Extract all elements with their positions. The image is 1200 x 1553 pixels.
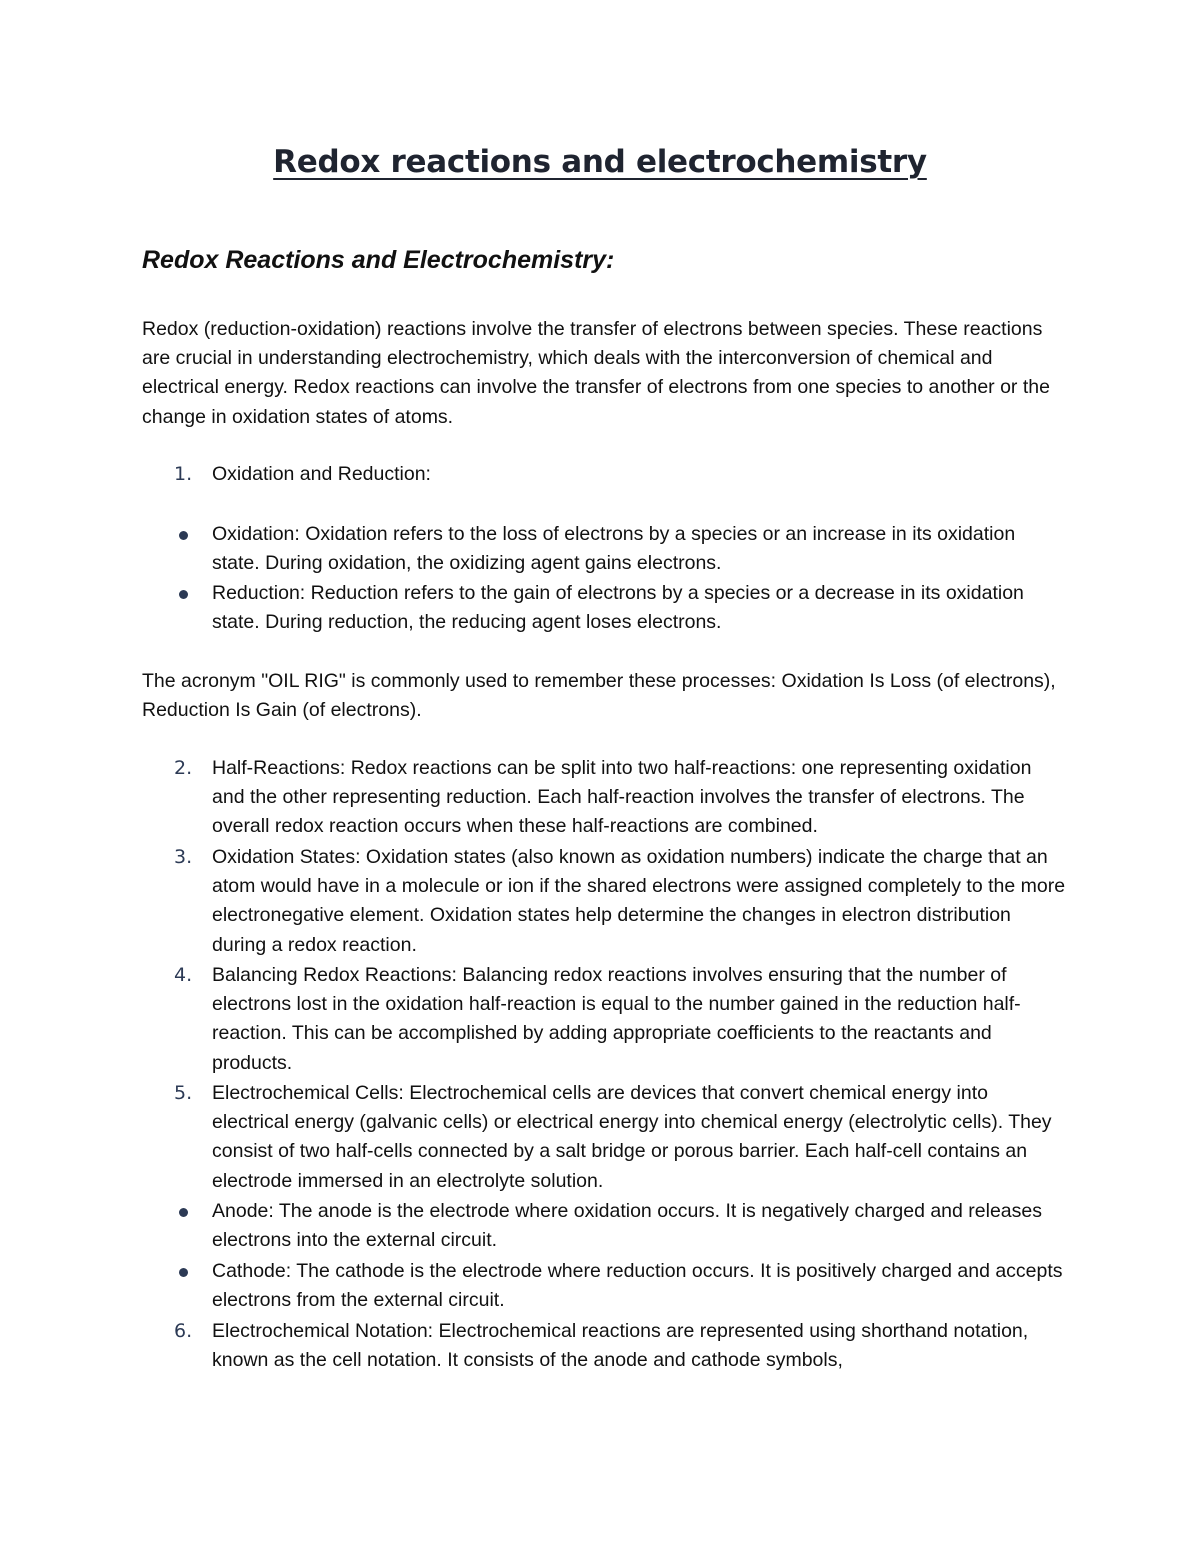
bullet-icon: [179, 531, 188, 540]
list-item-text: Balancing Redox Reactions: Balancing redox reactions involves ensuring that the number of electrons lost in the oxidation half-reaction is equal to the number gained in the reduction half-reaction. This can be accomplished by adding appropriate coefficients to the reactants and products.: [212, 964, 1021, 1074]
list-number: 6.: [174, 1320, 193, 1342]
bullet-oxidation: [212, 520, 1067, 578]
bullet-cathode: [212, 1257, 1067, 1315]
list-number: 3.: [174, 846, 193, 868]
list-item-6: [174, 1317, 1067, 1375]
list-item-text: Electrochemical Cells: Electrochemical cells are devices that convert chemical energy into electrical energy (galvanic cells) or electrical energy into chemical energy (electrolytic cells). They consist of two half-cells connected by a salt bridge or porous barrier. Each half-cell contains an electrode immersed in an electrolyte solution.: [212, 1082, 1052, 1192]
bullet-text: Reduction: Reduction refers to the gain of electrons by a species or a decrease in its oxidation state. During reduction, the reducing agent loses electrons.: [212, 582, 1024, 634]
section-heading: Redox Reactions and Electrochemistry:: [142, 246, 615, 274]
list-item-5: [174, 1079, 1067, 1196]
list-number: 2.: [174, 757, 193, 779]
bullet-icon: [179, 1268, 188, 1277]
bullet-text: Cathode: The cathode is the electrode where reduction occurs. It is positively charged and accepts electrons from the external circuit.: [212, 1260, 1063, 1312]
bullet-anode: [212, 1197, 1067, 1255]
bullet-text: Anode: The anode is the electrode where oxidation occurs. It is negatively charged and releases electrons into the external circuit.: [212, 1200, 1042, 1252]
list-item-text: Oxidation States: Oxidation states (also known as oxidation numbers) indicate the charge that an atom would have in a molecule or ion if the shared electrons were assigned completely to the more electronegative element. Oxidation states help determine the changes in electron distribution during a redox reaction.: [212, 846, 1066, 956]
list-item-1: [174, 460, 1067, 489]
list-item-4: [174, 961, 1067, 1078]
list-item-2: [174, 754, 1067, 842]
bullet-icon: [179, 590, 188, 599]
bullet-icon: [179, 1208, 188, 1217]
list-number: 5.: [174, 1082, 193, 1104]
list-item-text: Electrochemical Notation: Electrochemical reactions are represented using shorthand notation, known as the cell notation. It consists of the anode and cathode symbols,: [212, 1320, 1029, 1372]
list-item-text: Half-Reactions: Redox reactions can be split into two half-reactions: one representing oxidation and the other representing reduction. Each half-reaction involves the transfer of electrons. The overall redox reaction occurs when these half-reactions are combined.: [212, 757, 1032, 838]
bullet-reduction: [212, 579, 1067, 637]
list-item-text: Oxidation and Reduction:: [212, 463, 431, 485]
list-number: 4.: [174, 964, 193, 986]
acronym-paragraph: The acronym "OIL RIG" is commonly used to remember these processes: Oxidation Is Loss (of electrons), Reduction Is Gain (of electrons).: [142, 670, 1056, 722]
list-number: 1.: [174, 463, 193, 485]
list-item-3: [174, 843, 1067, 960]
document-title: Redox reactions and electrochemistry: [273, 144, 927, 180]
intro-paragraph: Redox (reduction-oxidation) reactions involve the transfer of electrons between species. These reactions are crucial in understanding electrochemistry, which deals with the interconversion of chemical and electrical energy. Redox reactions can involve the transfer of electrons from one species to another or the change in oxidation states of atoms.: [142, 318, 1050, 428]
bullet-text: Oxidation: Oxidation refers to the loss of electrons by a species or an increase in its oxidation state. During oxidation, the oxidizing agent gains electrons.: [212, 523, 1016, 575]
